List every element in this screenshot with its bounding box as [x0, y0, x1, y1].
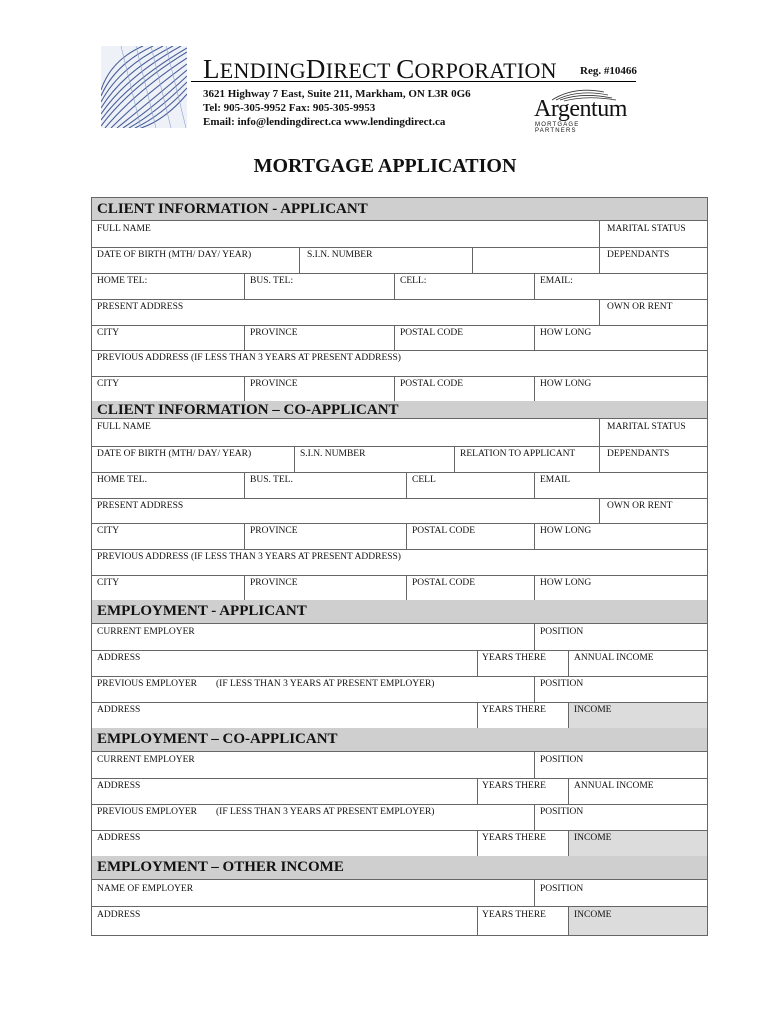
applicant-bus-tel-label: BUS. TEL: — [250, 276, 294, 286]
emp-coapplicant-prev-address-label: ADDRESS — [97, 833, 141, 843]
emp-applicant-income-label: INCOME — [574, 705, 612, 715]
coapplicant-prev-province-label: PROVINCE — [250, 578, 298, 588]
coapplicant-dependants-label: DEPENDANTS — [607, 449, 670, 459]
coapplicant-prev-city-label: CITY — [97, 578, 120, 588]
other-income-employer-name-label: NAME OF EMPLOYER — [97, 884, 194, 894]
section-client-applicant: CLIENT INFORMATION - APPLICANT — [92, 198, 707, 221]
other-income-position-label: POSITION — [540, 884, 584, 894]
emp-applicant-address-label: ADDRESS — [97, 653, 141, 663]
section-client-coapplicant: CLIENT INFORMATION – CO-APPLICANT — [92, 401, 707, 419]
emp-coapplicant-prev-years-there-label: YEARS THERE — [482, 833, 546, 843]
emp-coapplicant-prev-position-label: POSITION — [540, 807, 584, 817]
partner-name: Argentum — [534, 96, 627, 122]
emp-coapplicant-annual-income-label: ANNUAL INCOME — [574, 781, 654, 791]
emp-coapplicant-address-label: ADDRESS — [97, 781, 141, 791]
coapplicant-previous-address-label: PREVIOUS ADDRESS (IF LESS THAN 3 YEARS AT PRESENT ADDRESS) — [97, 552, 401, 562]
emp-applicant-position-label: POSITION — [540, 627, 584, 637]
coapplicant-own-or-rent-label: OWN OR RENT — [607, 501, 673, 511]
company-name-initial-l: L — [203, 54, 220, 84]
applicant-dob-label: DATE OF BIRTH (MTH/ DAY/ YEAR) — [97, 250, 252, 260]
emp-coapplicant-years-there-label: YEARS THERE — [482, 781, 546, 791]
coapplicant-relation-label: RELATION TO APPLICANT — [460, 449, 576, 459]
company-name-initial-c: C — [396, 54, 415, 84]
emp-coapplicant-position-label: POSITION — [540, 755, 584, 765]
form-title: MORTGAGE APPLICATION — [253, 155, 517, 177]
emp-coapplicant-prev-emp-note: (IF LESS THAN 3 YEARS AT PRESENT EMPLOYER) — [216, 807, 435, 817]
company-logo — [101, 46, 187, 128]
section-employment-other-income: EMPLOYMENT – OTHER INCOME — [92, 856, 707, 880]
applicant-prev-province-label: PROVINCE — [250, 379, 298, 389]
emp-applicant-previous-employer-label: PREVIOUS EMPLOYER — [97, 679, 198, 689]
applicant-prev-postal-code-label: POSTAL CODE — [400, 379, 464, 389]
applicant-previous-address-label: PREVIOUS ADDRESS (IF LESS THAN 3 YEARS AT PRESENT ADDRESS) — [97, 353, 401, 363]
header-rule — [191, 81, 636, 82]
coapplicant-postal-code-label: POSTAL CODE — [412, 526, 476, 536]
coapplicant-prev-how-long-label: HOW LONG — [540, 578, 592, 588]
company-phone-fax: Tel: 905-305-9952 Fax: 905-305-9953 — [203, 102, 376, 114]
company-name-initial-d: D — [305, 54, 326, 84]
emp-applicant-current-employer-label: CURRENT EMPLOYER — [97, 627, 195, 637]
coapplicant-how-long-label: HOW LONG — [540, 526, 592, 536]
coapplicant-cell-label: CELL — [412, 475, 436, 485]
applicant-own-or-rent-label: OWN OR RENT — [607, 302, 673, 312]
applicant-marital-status-label: MARITAL STATUS — [607, 224, 686, 234]
coapplicant-full-name-label: FULL NAME — [97, 422, 151, 432]
other-income-address-label: ADDRESS — [97, 910, 141, 920]
applicant-city-label: CITY — [97, 328, 120, 338]
partner-subtitle: MORTGAGE PARTNERS — [535, 122, 580, 134]
applicant-how-long-label: HOW LONG — [540, 328, 592, 338]
coapplicant-dob-label: DATE OF BIRTH (MTH/ DAY/ YEAR) — [97, 449, 252, 459]
coapplicant-email-label: EMAIL — [540, 475, 571, 485]
applicant-cell-label: CELL: — [400, 276, 427, 286]
other-income-income-label: INCOME — [574, 910, 612, 920]
applicant-home-tel-label: HOME TEL: — [97, 276, 148, 286]
emp-applicant-prev-position-label: POSITION — [540, 679, 584, 689]
applicant-dependants-label: DEPENDANTS — [607, 250, 670, 260]
coapplicant-home-tel-label: HOME TEL. — [97, 475, 147, 485]
emp-applicant-years-there-label: YEARS THERE — [482, 653, 546, 663]
coapplicant-marital-status-label: MARITAL STATUS — [607, 422, 686, 432]
emp-coapplicant-previous-employer-label: PREVIOUS EMPLOYER — [97, 807, 198, 817]
applicant-postal-code-label: POSTAL CODE — [400, 328, 464, 338]
emp-applicant-prev-address-label: ADDRESS — [97, 705, 141, 715]
applicant-prev-city-label: CITY — [97, 379, 120, 389]
emp-coapplicant-current-employer-label: CURRENT EMPLOYER — [97, 755, 195, 765]
applicant-sin-label: S.I.N. NUMBER — [307, 250, 373, 260]
company-email-web: Email: info@lendingdirect.ca www.lendingdirect.ca — [203, 116, 446, 128]
coapplicant-sin-label: S.I.N. NUMBER — [300, 449, 366, 459]
mortgage-application-form — [91, 197, 708, 936]
partner-logo — [534, 86, 627, 134]
section-employment-coapplicant: EMPLOYMENT – CO-APPLICANT — [92, 728, 707, 752]
coapplicant-present-address-label: PRESENT ADDRESS — [97, 501, 184, 511]
coapplicant-province-label: PROVINCE — [250, 526, 298, 536]
applicant-prev-how-long-label: HOW LONG — [540, 379, 592, 389]
company-address: 3621 Highway 7 East, Suite 211, Markham, ON L3R 0G6 — [203, 88, 471, 100]
company-name-part3: ORPORATION — [414, 58, 557, 83]
other-income-years-there-label: YEARS THERE — [482, 910, 546, 920]
section-employment-applicant: EMPLOYMENT - APPLICANT — [92, 600, 707, 624]
applicant-full-name-label: FULL NAME — [97, 224, 151, 234]
registration-number: Reg. #10466 — [580, 65, 637, 77]
emp-coapplicant-income-label: INCOME — [574, 833, 612, 843]
company-name-part1: ENDING — [219, 58, 306, 83]
emp-applicant-prev-years-there-label: YEARS THERE — [482, 705, 546, 715]
coapplicant-prev-postal-code-label: POSTAL CODE — [412, 578, 476, 588]
applicant-email-label: EMAIL: — [540, 276, 573, 286]
applicant-present-address-label: PRESENT ADDRESS — [97, 302, 184, 312]
emp-applicant-prev-emp-note: (IF LESS THAN 3 YEARS AT PRESENT EMPLOYER) — [216, 679, 435, 689]
coapplicant-city-label: CITY — [97, 526, 120, 536]
coapplicant-bus-tel-label: BUS. TEL. — [250, 475, 293, 485]
applicant-province-label: PROVINCE — [250, 328, 298, 338]
emp-applicant-annual-income-label: ANNUAL INCOME — [574, 653, 654, 663]
company-name-part2: IRECT — [325, 58, 397, 83]
